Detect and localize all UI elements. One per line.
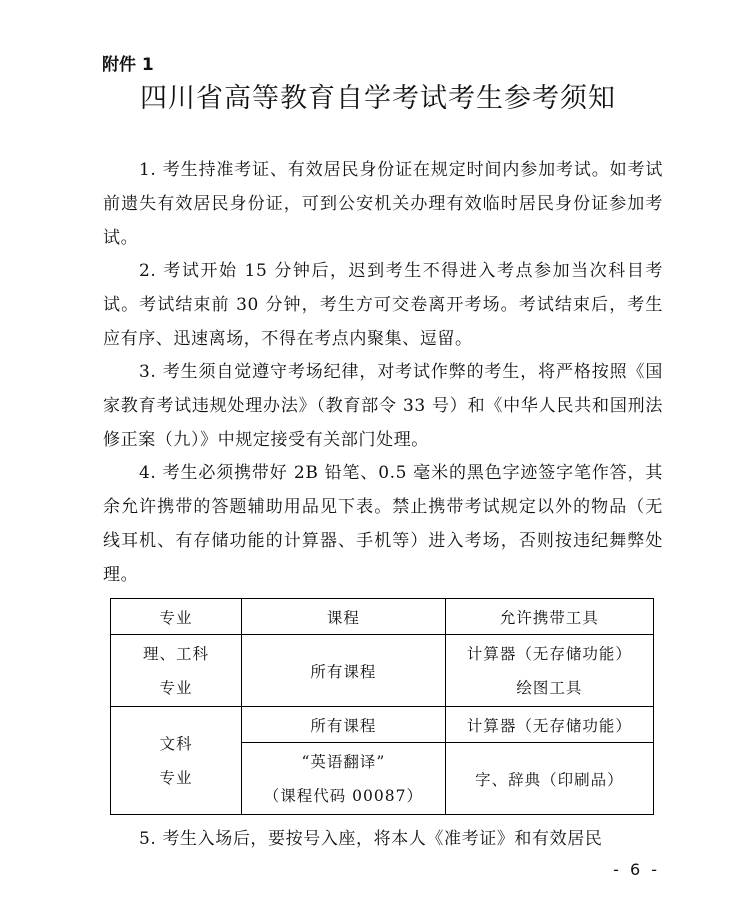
science-major-line2: 专业 [159,678,193,697]
paragraph-3-text: 3. 考生须自觉遵守考场纪律，对考试作弊的考生，将严格按照《国家教育考试违规处理办法》（教育部令 33 号）和《中华人民共和国刑法修正案（九）》中规定接受有关部门处理。 [103,362,663,450]
paragraph-2-text: 2. 考试开始 15 分钟后，迟到考生不得进入考点参加当次科目考试。考试结束前 30 分钟，考生方可交卷离开考场。考试结束后，考生应有序、迅速离场，不得在考点内聚集、逗留。 [103,261,663,349]
science-tool-line1: 计算器（无存储功能） [466,644,632,663]
arts-course-cell-1: 所有课程 [242,707,446,743]
allowed-tools-table [110,598,654,815]
arts-major-line1: 文科 [159,734,193,753]
science-major-cell [111,635,242,707]
page-number: - 6 - [613,860,660,879]
paragraph-2 [103,254,663,356]
header-major: 专业 [111,599,242,635]
paragraph-3 [103,355,663,457]
table-row-arts-1 [111,707,654,743]
table-row-science [111,635,654,707]
paragraph-4 [103,456,663,592]
paragraph-1-text: 1. 考生持准考证、有效居民身份证在规定时间内参加考试。如考试前遗失有效居民身份证，可到公安机关办理有效临时居民身份证参加考试。 [103,160,663,248]
science-tools-cell [445,635,653,707]
paragraph-5 [103,822,663,856]
paragraph-4-text: 4. 考生必须携带好 2B 铅笔、0.5 毫米的黑色字迹签字笔作答，其余允许携带的答题辅助用品见下表。禁止携带考试规定以外的物品（无线耳机、有存储功能的计算器、手机等）进入考场，否则按违纪舞弊处理。 [103,463,663,585]
arts-major-cell [111,707,242,815]
science-major-line1: 理、工科 [143,644,210,663]
arts-course-line2: （课程代码 00087） [263,786,423,805]
table-header-row [111,599,654,635]
science-course-cell: 所有课程 [242,635,446,707]
header-tools: 允许携带工具 [445,599,653,635]
attachment-label: 附件 1 [102,55,154,75]
arts-tools-cell-1: 计算器（无存储功能） [445,707,653,743]
science-tool-line2: 绘图工具 [516,678,583,697]
paragraph-1 [103,153,663,255]
paragraph-5-text: 5. 考生入场后，要按号入座，将本人《准考证》和有效居民 [139,829,603,849]
arts-course-line1: “英语翻译” [301,752,386,771]
header-course: 课程 [242,599,446,635]
document-title: 四川省高等教育自学考试考生参考须知 [140,83,616,114]
arts-major-line2: 专业 [159,768,193,787]
arts-tools-cell-2: 字、辞典（印刷品） [445,743,653,815]
arts-course-cell-2 [242,743,446,815]
